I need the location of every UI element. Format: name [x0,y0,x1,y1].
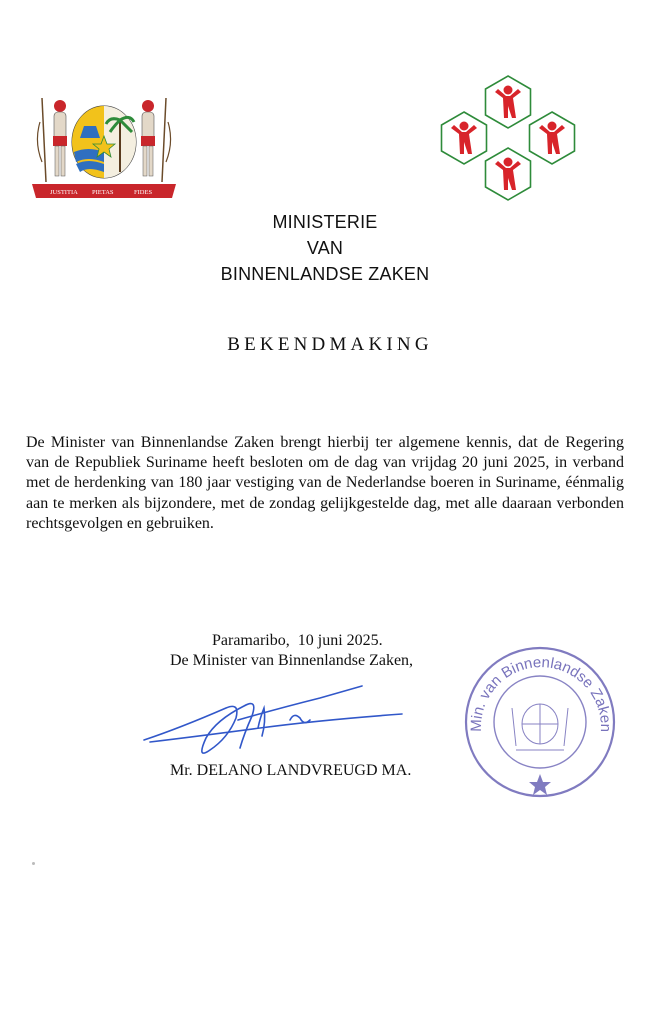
svg-text:Min. van Binnenlandse Zaken [468,654,614,732]
place-date: Paramaribo, 10 juni 2025. [212,632,383,649]
coat-shield [72,106,136,178]
motto-word: JUSTITIA [50,189,78,196]
logo-hexagon [486,148,531,200]
ministry-stamp-icon [460,642,620,802]
signatory-title: De Minister van Binnenlandse Zaken, [170,652,414,669]
signatory-name: Mr. DELANO LANDVREUGD MA. [170,762,412,779]
ministry-name-line: MINISTERIE [272,212,378,232]
logo-hexagon [530,112,575,164]
motto-word: PIETAS [92,189,114,196]
stamp-text: Min. van Binnenlandse Zaken [467,653,615,733]
stamp-emblem [512,704,568,750]
logo-hexagon [486,76,531,128]
motto-word: FIDES [134,189,153,196]
ministry-figures-hexagon-logo-icon [436,70,580,210]
announcement-body: De Minister van Binnenlandse Zaken brengt hierbij ter algemene kennis, dat de Regering van de Republiek Suriname heeft besloten om de dag van vrijdag 20 juni 2025, in verband met de herdenking van 180 jaar vestiging van de Nederlandse boeren in Suriname, éénmalig aan te merken als bijzondere, met de zondag gelijkgestelde dag, met alle daaraan verbonden rechtsgevolgen en gebruiken. [26,434,624,532]
logo-hexagon [442,112,487,164]
handwritten-signature-icon [140,668,410,773]
ministry-name-line: BINNENLANDSE ZAKEN [220,264,430,284]
coat-left-figure [37,98,67,182]
scan-speck [32,862,35,865]
ministry-name-line: VAN [306,238,344,258]
document-heading: BEKENDMAKING [227,334,433,355]
coat-right-figure [141,98,171,182]
suriname-coat-of-arms-icon [28,92,180,204]
